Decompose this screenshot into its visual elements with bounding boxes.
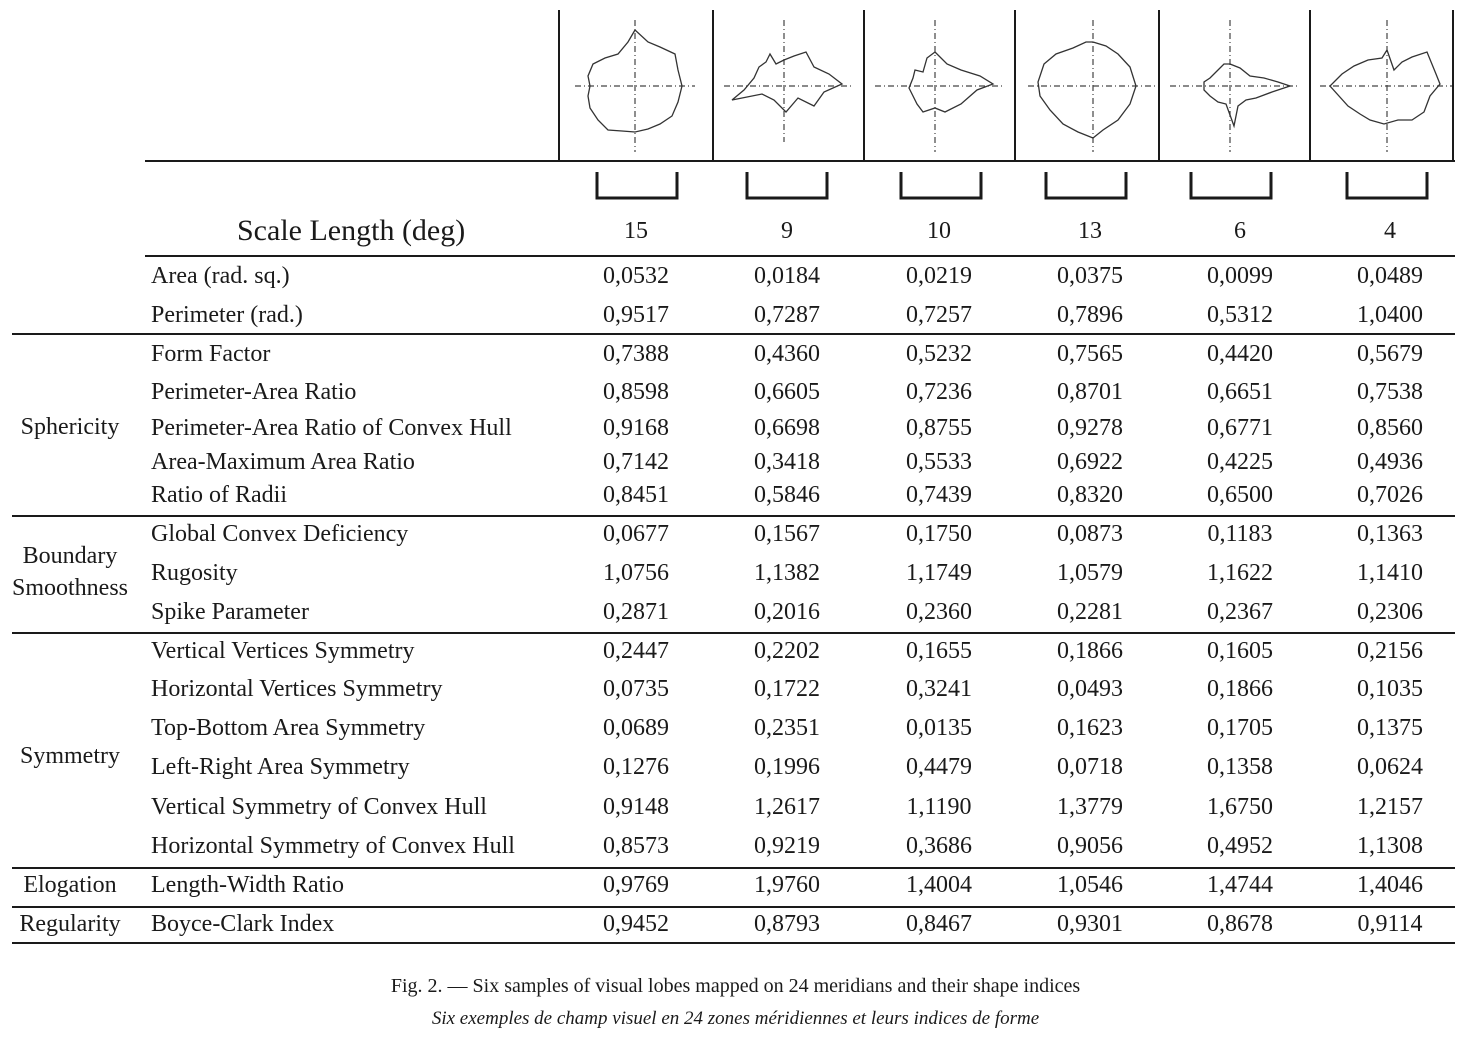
group-label-line: Boundary [22, 543, 118, 569]
table-cell: 0,1655 [906, 638, 972, 664]
rule-under-figures [145, 160, 1455, 162]
table-cell: 0,0493 [1057, 676, 1123, 702]
table-cell: 1,4744 [1207, 872, 1273, 898]
lobe-divider [1309, 10, 1311, 162]
table-cell: 0,0489 [1357, 263, 1423, 289]
table-cell: 0,5312 [1207, 302, 1273, 328]
scale-length-value: 6 [1234, 218, 1246, 244]
table-cell: 0,0718 [1057, 754, 1123, 780]
table-cell: 1,1622 [1207, 560, 1273, 586]
table-cell: 0,3686 [906, 833, 972, 859]
table-cell: 0,6698 [754, 415, 820, 441]
group-label-elogation: Elogation [23, 872, 117, 898]
metric-label: Ratio of Radii [151, 482, 287, 508]
table-cell: 0,1375 [1357, 715, 1423, 741]
table-cell: 0,2367 [1207, 599, 1273, 625]
metric-label: Boyce-Clark Index [151, 911, 335, 937]
table-cell: 0,8598 [603, 379, 669, 405]
table-cell: 1,0400 [1357, 302, 1423, 328]
metric-label: Perimeter (rad.) [151, 302, 303, 328]
table-cell: 0,6605 [754, 379, 820, 405]
table-cell: 1,2617 [754, 794, 820, 820]
table-cell: 0,1623 [1057, 715, 1123, 741]
table-cell: 0,4225 [1207, 449, 1273, 475]
table-cell: 0,7236 [906, 379, 972, 405]
table-cell: 0,7257 [906, 302, 972, 328]
lobe-figure-3 [865, 12, 1015, 160]
table-cell: 0,1866 [1207, 676, 1273, 702]
table-cell: 0,2447 [603, 638, 669, 664]
table-cell: 0,6651 [1207, 379, 1273, 405]
table-cell: 0,4420 [1207, 341, 1273, 367]
lobe-divider [1014, 10, 1016, 162]
table-cell: 0,7565 [1057, 341, 1123, 367]
rule-group-regularity [12, 906, 1455, 908]
metric-label: Spike Parameter [151, 599, 309, 625]
table-cell: 0,8573 [603, 833, 669, 859]
scale-length-label: Scale Length (deg) [237, 214, 466, 247]
table-cell: 0,8451 [603, 482, 669, 508]
table-cell: 0,1866 [1057, 638, 1123, 664]
table-cell: 0,8793 [754, 911, 820, 937]
metric-label: Horizontal Vertices Symmetry [151, 676, 443, 702]
metric-label: Perimeter-Area Ratio of Convex Hull [151, 415, 512, 441]
scale-bracket-5 [1186, 170, 1276, 202]
table-cell: 1,1749 [906, 560, 972, 586]
scale-bracket-1 [592, 170, 682, 202]
table-cell: 0,2306 [1357, 599, 1423, 625]
metric-label: Area (rad. sq.) [151, 263, 290, 289]
table-cell: 0,3418 [754, 449, 820, 475]
table-cell: 1,4004 [906, 872, 972, 898]
table-cell: 0,1035 [1357, 676, 1423, 702]
table-cell: 0,1358 [1207, 754, 1273, 780]
table-cell: 0,9056 [1057, 833, 1123, 859]
lobe-divider [712, 10, 714, 162]
metric-label: Length-Width Ratio [151, 872, 344, 898]
table-cell: 0,4360 [754, 341, 820, 367]
table-cell: 1,6750 [1207, 794, 1273, 820]
scale-length-value: 4 [1384, 218, 1396, 244]
table-cell: 0,9769 [603, 872, 669, 898]
table-cell: 0,7287 [754, 302, 820, 328]
scale-bracket-3 [896, 170, 986, 202]
table-cell: 0,9219 [754, 833, 820, 859]
table-cell: 0,6771 [1207, 415, 1273, 441]
table-cell: 0,3241 [906, 676, 972, 702]
group-label-sphericity: Sphericity [20, 414, 120, 440]
table-cell: 0,8678 [1207, 911, 1273, 937]
scale-bracket-6 [1342, 170, 1432, 202]
table-cell: 0,1996 [754, 754, 820, 780]
scale-length-value: 13 [1078, 218, 1102, 244]
table-cell: 0,2871 [603, 599, 669, 625]
table-cell: 0,6500 [1207, 482, 1273, 508]
table-cell: 0,7026 [1357, 482, 1423, 508]
metric-label: Form Factor [151, 341, 271, 367]
table-cell: 1,1410 [1357, 560, 1423, 586]
table-cell: 0,1605 [1207, 638, 1273, 664]
table-cell: 1,0546 [1057, 872, 1123, 898]
table-cell: 0,0219 [906, 263, 972, 289]
scale-bracket-2 [742, 170, 832, 202]
table-cell: 0,1183 [1207, 521, 1273, 547]
table-cell: 0,9148 [603, 794, 669, 820]
table-cell: 1,0579 [1057, 560, 1123, 586]
scale-length-value: 15 [624, 218, 648, 244]
table-cell: 1,9760 [754, 872, 820, 898]
metric-label: Vertical Vertices Symmetry [151, 638, 415, 664]
table-cell: 0,4479 [906, 754, 972, 780]
table-cell: 0,8701 [1057, 379, 1123, 405]
metric-label: Top-Bottom Area Symmetry [151, 715, 426, 741]
table-cell: 0,8755 [906, 415, 972, 441]
lobe-figure-4 [1018, 12, 1168, 160]
table-cell: 0,1567 [754, 521, 820, 547]
table-cell: 0,9114 [1357, 911, 1423, 937]
table-cell: 0,5846 [754, 482, 820, 508]
rule-group-elogation [12, 867, 1455, 869]
table-cell: 1,1190 [906, 794, 972, 820]
table-cell: 0,0689 [603, 715, 669, 741]
table-cell: 1,2157 [1357, 794, 1423, 820]
table-cell: 0,8320 [1057, 482, 1123, 508]
table-cell: 0,5232 [906, 341, 972, 367]
table-cell: 0,0735 [603, 676, 669, 702]
table-cell: 0,7538 [1357, 379, 1423, 405]
table-cell: 0,9168 [603, 415, 669, 441]
rule-under-scale [145, 255, 1455, 257]
table-cell: 1,1308 [1357, 833, 1423, 859]
table-cell: 0,8467 [906, 911, 972, 937]
metric-label: Area-Maximum Area Ratio [151, 449, 415, 475]
metric-label: Global Convex Deficiency [151, 521, 409, 547]
table-cell: 0,4952 [1207, 833, 1273, 859]
figure-caption: Fig. 2. — Six samples of visual lobes mapped on 24 meridians and their shape indices [390, 975, 1081, 997]
table-cell: 0,9278 [1057, 415, 1123, 441]
table-cell: 0,0677 [603, 521, 669, 547]
rule-group-boundary [12, 515, 1455, 517]
table-cell: 0,2281 [1057, 599, 1123, 625]
lobe-figure-1 [560, 12, 710, 160]
group-label-symmetry: Symmetry [20, 743, 120, 769]
table-cell: 1,1382 [754, 560, 820, 586]
table-cell: 1,3779 [1057, 794, 1123, 820]
table-cell: 0,0099 [1207, 263, 1273, 289]
table-cell: 0,0532 [603, 263, 669, 289]
lobe-figure-2 [714, 12, 864, 160]
table-cell: 1,4046 [1357, 872, 1423, 898]
table-cell: 0,2360 [906, 599, 972, 625]
table-cell: 0,0873 [1057, 521, 1123, 547]
table-cell: 0,2156 [1357, 638, 1423, 664]
table-cell: 0,1276 [603, 754, 669, 780]
table-cell: 0,5679 [1357, 341, 1423, 367]
group-label-boundary-smoothness [0, 540, 140, 604]
table-cell: 0,1705 [1207, 715, 1273, 741]
group-label-line: Smoothness [11, 575, 128, 601]
table-cell: 0,9452 [603, 911, 669, 937]
table-cell: 0,0624 [1357, 754, 1423, 780]
lobe-divider [1158, 10, 1160, 162]
table-cell: 0,2016 [754, 599, 820, 625]
table-cell: 0,0135 [906, 715, 972, 741]
scale-length-value: 9 [781, 218, 793, 244]
table-cell: 0,1722 [754, 676, 820, 702]
table-cell: 0,0375 [1057, 263, 1123, 289]
table-cell: 0,0184 [754, 263, 820, 289]
table-cell: 0,8560 [1357, 415, 1423, 441]
metric-label: Perimeter-Area Ratio [151, 379, 357, 405]
metric-label: Left-Right Area Symmetry [151, 754, 410, 780]
metric-label: Vertical Symmetry of Convex Hull [151, 794, 487, 820]
rule-table-bottom [12, 942, 1455, 944]
table-cell: 0,2351 [754, 715, 820, 741]
table-cell: 0,9301 [1057, 911, 1123, 937]
table-cell: 0,2202 [754, 638, 820, 664]
lobe-figure-6 [1312, 12, 1462, 160]
lobe-divider [863, 10, 865, 162]
table-cell: 0,7388 [603, 341, 669, 367]
rule-group-symmetry [12, 632, 1455, 634]
lobe-divider [558, 10, 560, 162]
metric-label: Horizontal Symmetry of Convex Hull [151, 833, 515, 859]
table-cell: 0,7142 [603, 449, 669, 475]
rule-group-sphericity [12, 333, 1455, 335]
lobe-divider [1452, 10, 1454, 162]
table-cell: 0,7896 [1057, 302, 1123, 328]
table-cell: 1,0756 [603, 560, 669, 586]
table-cell: 0,5533 [906, 449, 972, 475]
table-cell: 0,4936 [1357, 449, 1423, 475]
table-cell: 0,9517 [603, 302, 669, 328]
table-cell: 0,1363 [1357, 521, 1423, 547]
table-cell: 0,1750 [906, 521, 972, 547]
group-label-regularity: Regularity [19, 911, 121, 937]
lobe-figure-5 [1160, 12, 1310, 160]
scale-bracket-4 [1041, 170, 1131, 202]
table-cell: 0,7439 [906, 482, 972, 508]
table-cell: 0,6922 [1057, 449, 1123, 475]
figure-caption-french: Six exemples de champ visuel en 24 zones méridiennes et leurs indices de forme [431, 1008, 1040, 1029]
scale-length-value: 10 [927, 218, 951, 244]
metric-label: Rugosity [151, 560, 238, 586]
